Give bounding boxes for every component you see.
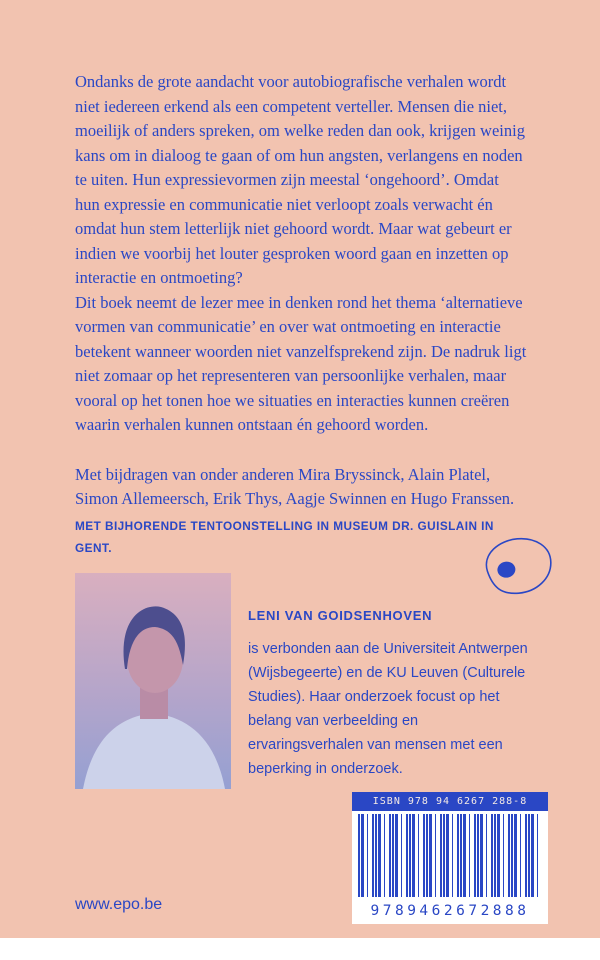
barcode-block <box>352 792 548 924</box>
synopsis-block <box>75 70 527 559</box>
author-photo <box>75 573 231 789</box>
synopsis-paragraph-1: Ondanks de grote aandacht voor autobiografische verhalen wordt niet iedereen erkend als een competent verteller. Mensen die niet, moeilijk of anders spreken, om welke reden dan ook, krijgen weinig kans om in dialoog te gaan of om hun angsten, verlangens en noden te uiten. Hun expressievormen zijn meestal ‘ongehoord’. Omdat hun expressie en communicatie niet verloopt zoals verwacht én omdat hun stem letterlijk niet gehoord wordt. Maar wat gebeurt er indien we voorbij het louter gesproken woord gaan en inzetten op interactie en ontmoeting? <box>75 72 525 287</box>
author-info-block <box>248 608 536 781</box>
isbn-number: 9789462672888 <box>352 897 548 924</box>
publisher-website: www.epo.be <box>75 896 163 913</box>
contributors-note: Met bijdragen van onder anderen Mira Bryssinck, Alain Platel, Simon Allemeersch, Erik Thys, Aagje Swinnen en Hugo Franssen. <box>75 464 515 508</box>
synopsis-paragraph-2: Dit boek neemt de lezer mee in denken rond het thema ‘alternatieve vormen van communicatie’ en over wat ontmoeting en interactie betekent wanneer woorden niet vanzelfsprekend zijn. De nadruk ligt niet zomaar op het representeren van persoonlijke verhalen, maar vooral op het tonen hoe we situaties en interacties kunnen creëren waarin verhalen kunnen ontstaan én gehoord worden. <box>75 292 527 434</box>
isbn-label: ISBN 978 94 6267 288-8 <box>352 792 548 811</box>
author-bio: is verbonden aan de Universiteit Antwerpen (Wijsbegeerte) en de KU Leuven (Culturele Studies). Haar onderzoek focust op het belang van verbeelding en ervaringsverhalen van mensen met een beperking in onderzoek. <box>248 641 528 777</box>
author-name: LENI VAN GOIDSENHOVEN <box>248 608 433 623</box>
pebble-icon <box>475 528 561 604</box>
barcode-bars <box>358 814 542 897</box>
exhibition-note: MET BIJHORENDE TENTOONSTELLING IN MUSEUM DR. GUISLAIN IN GENT. <box>75 518 494 555</box>
page-bottom-edge <box>0 938 600 960</box>
